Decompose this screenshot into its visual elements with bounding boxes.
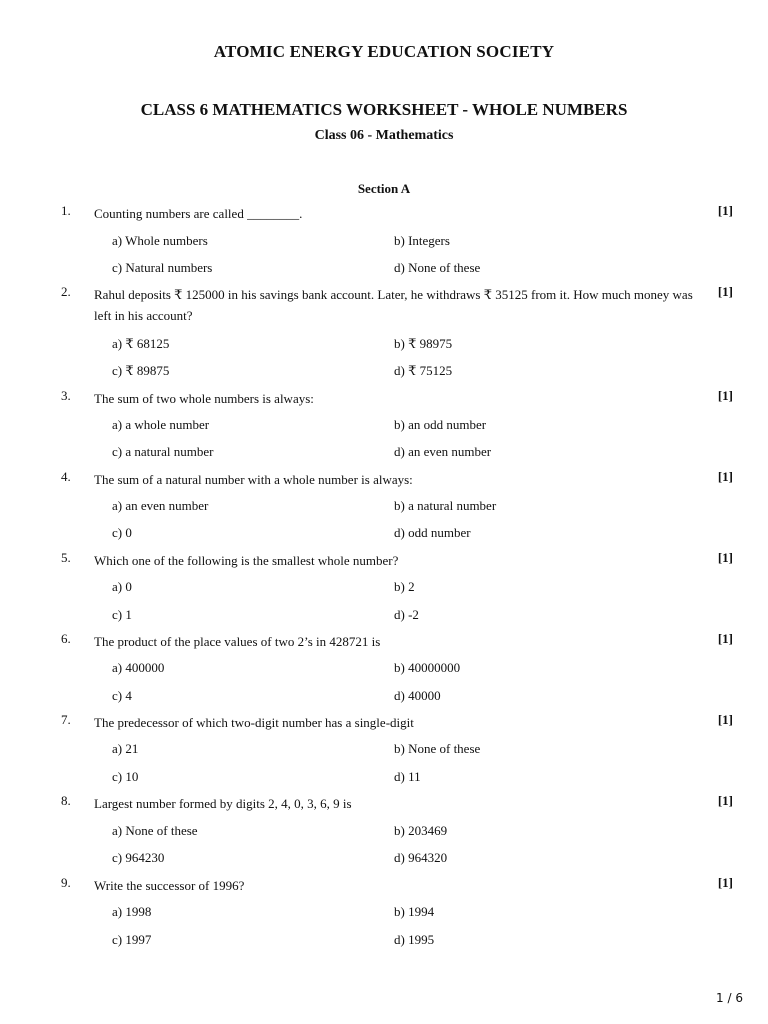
question-text: The sum of a natural number with a whole number is always: (94, 472, 413, 487)
option-a: a) 400000 (112, 660, 165, 675)
option-c: c) 1997 (112, 932, 152, 947)
question-number: 2. (61, 284, 71, 299)
question-number: 6. (61, 631, 71, 646)
option-d: d) 40000 (394, 688, 441, 703)
option-a: a) 21 (112, 741, 139, 756)
option-c: c) 4 (112, 688, 132, 703)
question-number: 1. (61, 203, 71, 218)
option-b: b) ₹ 98975 (394, 336, 453, 351)
section-heading: Section A (357, 181, 411, 196)
question-text: The sum of two whole numbers is always: (94, 391, 314, 406)
option-a: a) None of these (112, 823, 198, 838)
option-d: d) None of these (394, 260, 481, 275)
option-c: c) Natural numbers (112, 260, 213, 275)
option-d: d) 964320 (394, 850, 448, 865)
question-marks: [1] (717, 469, 733, 484)
question-text: Largest number formed by digits 2, 4, 0, 3, 6, 9 is (94, 796, 352, 811)
question-number: 3. (61, 388, 71, 403)
question-marks: [1] (717, 793, 733, 808)
question-text: Rahul deposits ₹ 125000 in his savings bank account. Later, he withdraws ₹ 35125 from it. How much money was left in his account? (94, 287, 693, 323)
question-number: 7. (61, 712, 71, 727)
question-text: Write the successor of 1996? (94, 878, 245, 893)
option-a: a) an even number (112, 498, 209, 513)
question-marks: [1] (717, 712, 733, 727)
society-name: ATOMIC ENERGY EDUCATION SOCIETY (213, 42, 555, 61)
worksheet-title: CLASS 6 MATHEMATICS WORKSHEET - WHOLE NUMBERS (140, 100, 628, 119)
worksheet-subtitle: Class 06 - Mathematics (314, 128, 454, 143)
option-c: c) 0 (112, 525, 132, 540)
option-c: c) a natural number (112, 444, 214, 459)
option-d: d) an even number (394, 444, 492, 459)
question-marks: [1] (717, 388, 733, 403)
option-b: b) None of these (394, 741, 481, 756)
question-marks: [1] (717, 284, 733, 299)
option-b: b) an odd number (394, 417, 487, 432)
option-c: c) 964230 (112, 850, 165, 865)
question-marks: [1] (717, 550, 733, 565)
option-b: b) a natural number (394, 498, 497, 513)
option-d: d) ₹ 75125 (394, 363, 453, 378)
question-marks: [1] (717, 875, 733, 890)
option-c: c) 1 (112, 607, 132, 622)
option-d: d) -2 (394, 607, 419, 622)
option-a: a) 1998 (112, 904, 152, 919)
option-b: b) Integers (394, 233, 450, 248)
question-marks: [1] (717, 203, 733, 218)
question-text: The product of the place values of two 2’s in 428721 is (94, 634, 381, 649)
option-c: c) ₹ 89875 (112, 363, 170, 378)
option-b: b) 40000000 (394, 660, 461, 675)
option-b: b) 1994 (394, 904, 435, 919)
option-d: d) 11 (394, 769, 421, 784)
question-text: Which one of the following is the smallest whole number? (94, 553, 399, 568)
option-a: a) Whole numbers (112, 233, 208, 248)
option-c: c) 10 (112, 769, 139, 784)
question-text: Counting numbers are called ________. (94, 206, 303, 221)
question-number: 8. (61, 793, 71, 808)
question-marks: [1] (717, 631, 733, 646)
question-text: The predecessor of which two-digit number has a single-digit (94, 715, 414, 730)
option-b: b) 203469 (394, 823, 448, 838)
option-b: b) 2 (394, 579, 415, 594)
option-a: a) ₹ 68125 (112, 336, 170, 351)
option-d: d) 1995 (394, 932, 435, 947)
question-number: 5. (61, 550, 71, 565)
option-a: a) a whole number (112, 417, 210, 432)
option-a: a) 0 (112, 579, 132, 594)
question-number: 4. (61, 469, 71, 484)
question-number: 9. (61, 875, 71, 890)
option-d: d) odd number (394, 525, 471, 540)
page-number: 1 / 6 (716, 991, 743, 1005)
